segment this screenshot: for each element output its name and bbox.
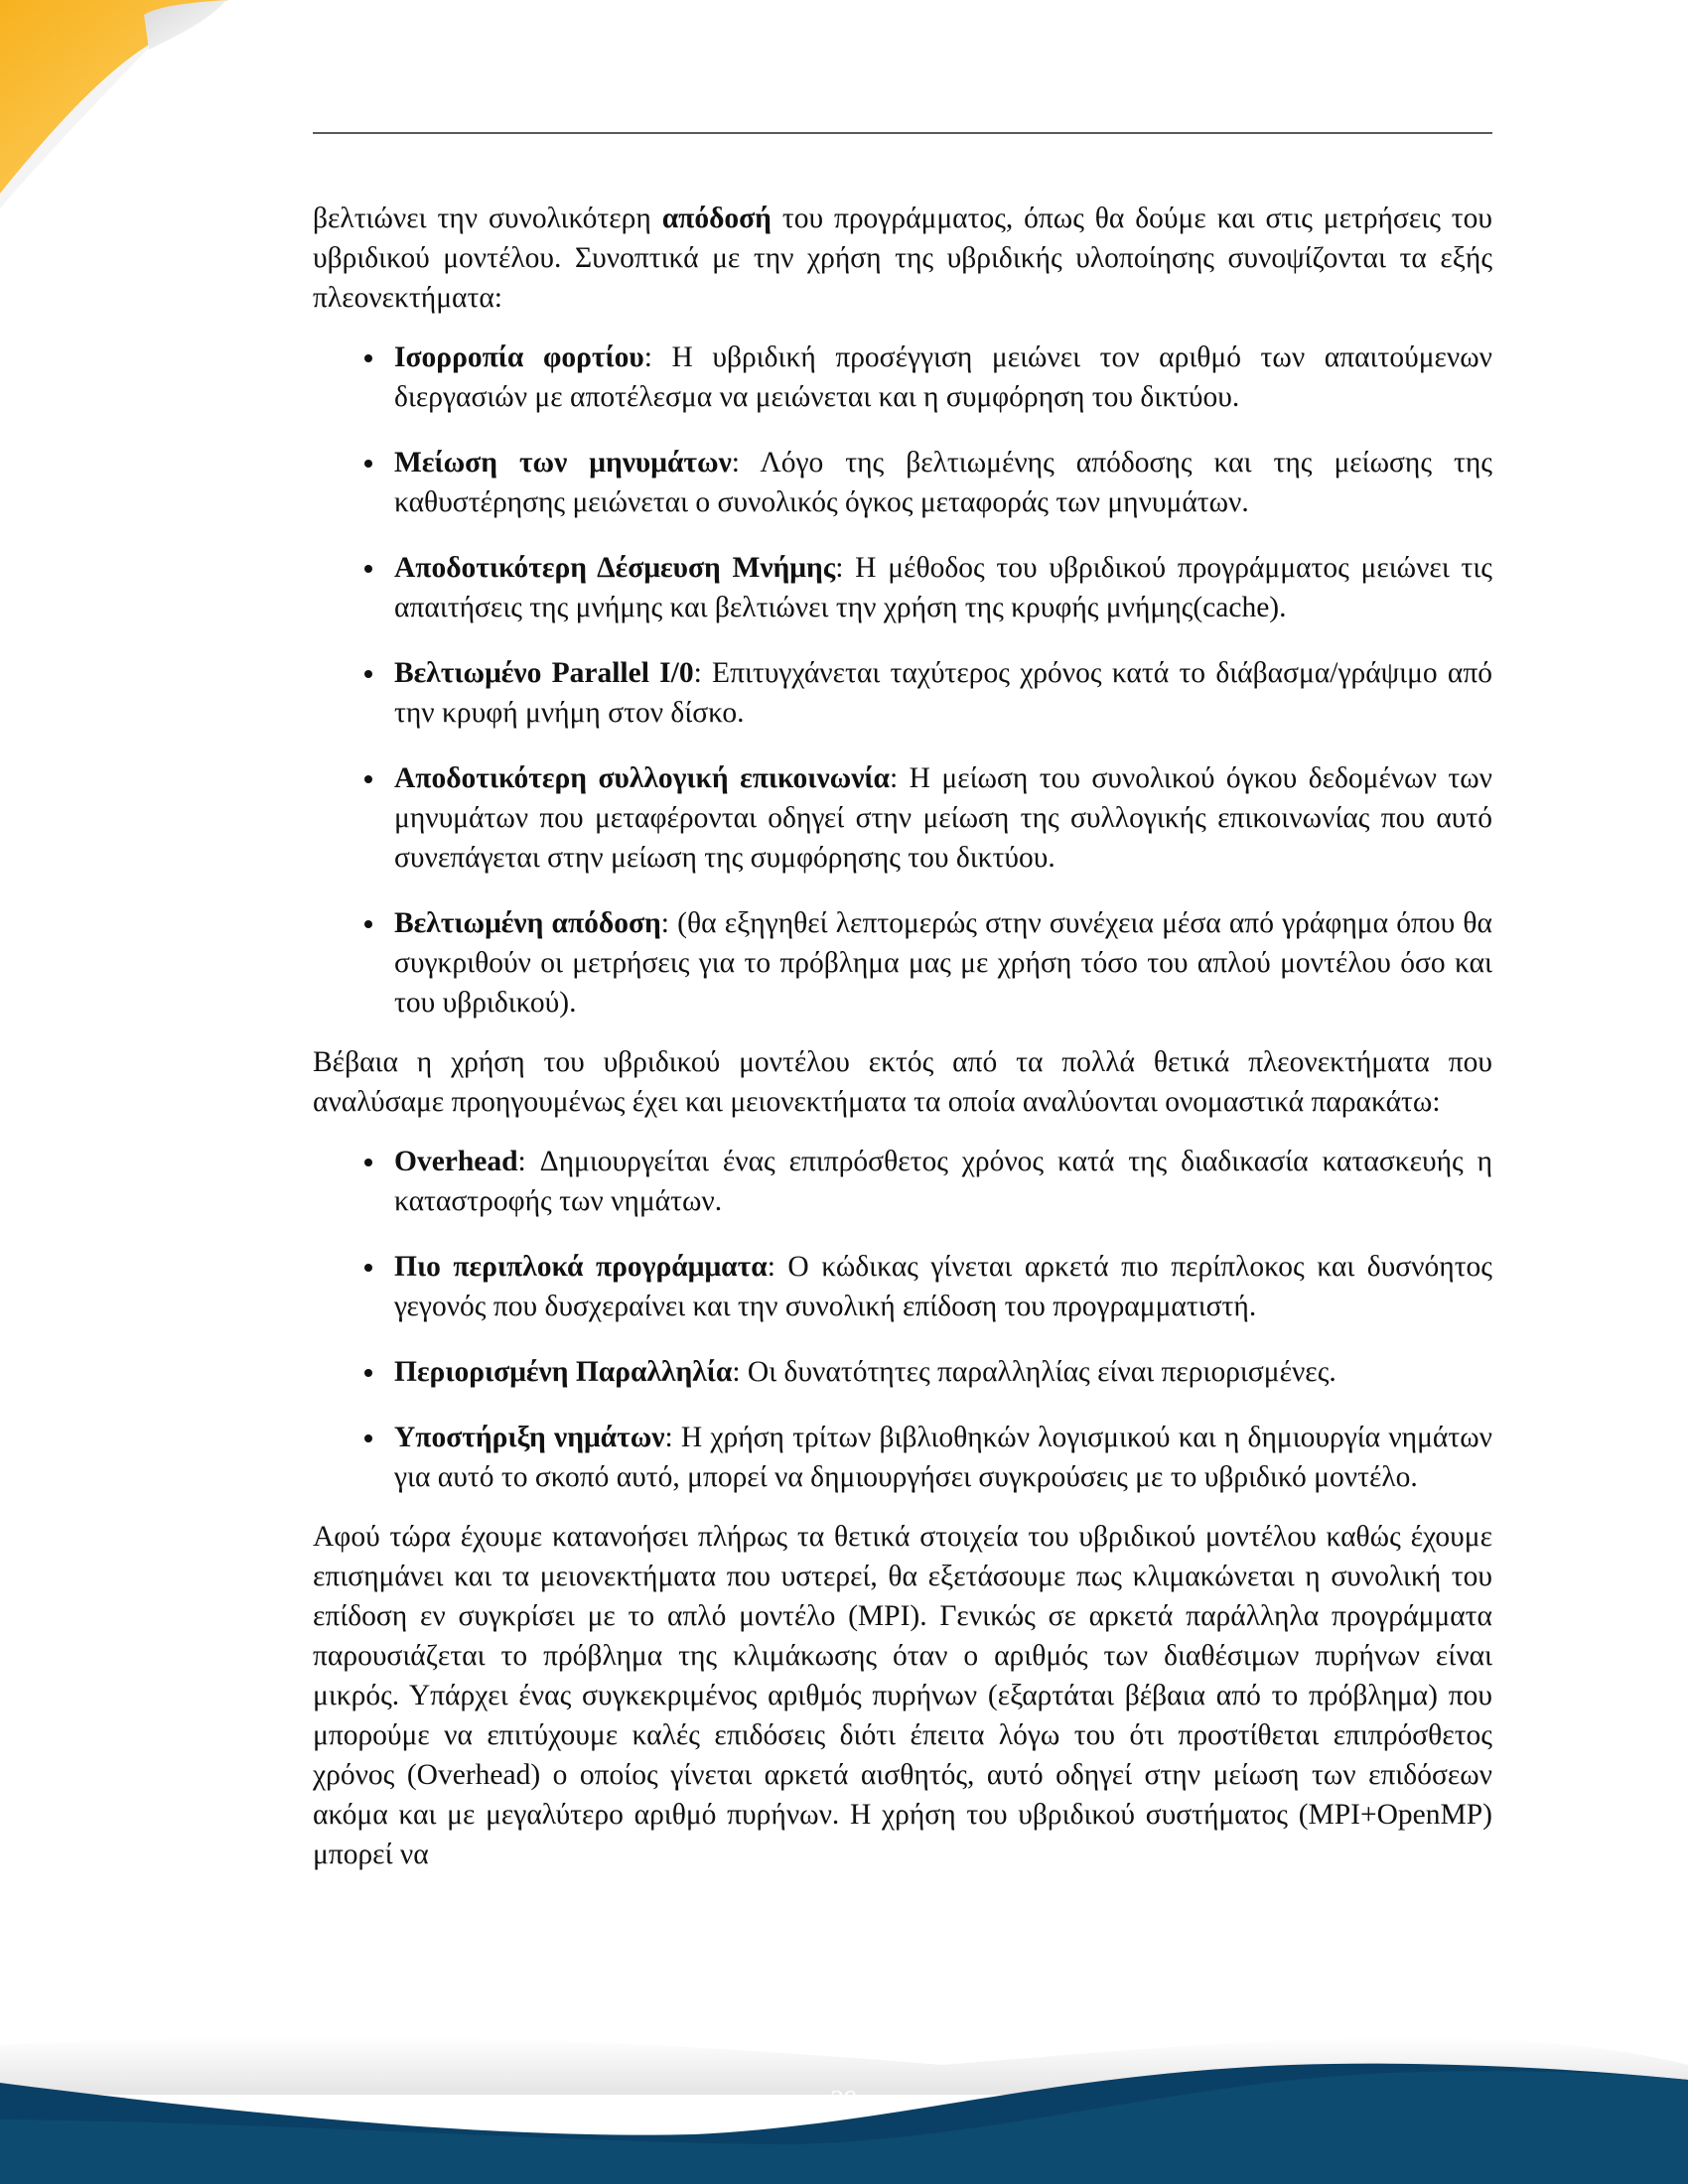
bullet-icon xyxy=(364,1264,372,1272)
page-content xyxy=(313,199,1492,1874)
list-item-term: Μείωση των μηνυμάτων xyxy=(394,447,732,478)
list-item-text: : (θα εξηγηθεί λεπτομερώς στην συνέχεια μέσα από γράφημα όπου θα συγκριθούν οι μετρήσεις για το πρόβλημα μας με χρήση τόσο του απλού μοντέλου όσο και του υβριδικού). xyxy=(394,907,1492,1019)
list-item-text: : Η μείωση του συνολικού όγκου δεδομένων των μηνυμάτων που μεταφέρονται οδηγεί στην μείωση της συλλογικής επικοινωνίας που αυτό συνεπάγεται στην μείωση της συμφόρησης του δικτύου. xyxy=(394,762,1492,874)
list-item xyxy=(313,1247,1492,1326)
list-item xyxy=(313,548,1492,627)
list-item-text: : Η χρήση τρίτων βιβλιοθηκών λογισμικού και η δημιουργία νημάτων για αυτό το σκοπό αυτό, μπορεί να δημιουργήσει συγκρούσεις με το υβριδικό μοντέλο. xyxy=(394,1422,1492,1493)
list-item-text: : Η μέθοδος του υβριδικού προγράμματος μειώνει τις απαιτήσεις της μνήμης και βελτιώνει την χρήση της κρυφής μνήμης(cache). xyxy=(394,552,1492,623)
disadvantages-list xyxy=(313,1142,1492,1497)
list-item-term: Αποδοτικότερη Δέσμευση Μνήμης xyxy=(394,552,836,584)
list-item xyxy=(313,443,1492,522)
list-item-term: Βελτιωμένο Parallel I/0 xyxy=(394,657,694,689)
list-item-text: : Οι δυνατότητες παραλληλίας είναι περιορισμένες. xyxy=(732,1356,1336,1388)
list-item-term: Overhead xyxy=(394,1146,518,1177)
list-item-term: Υποστήριξη νημάτων xyxy=(394,1422,665,1453)
list-item xyxy=(313,1352,1492,1392)
intro-paragraph: βελτιώνει την συνολικότερη απόδοσή του προγράμματος, όπως θα δούμε και στις μετρήσεις του υβριδικού μοντέλου. Συνοπτικά με την χρήση της υβριδικής υλοποίησης συνοψίζονται τα εξής πλεονεκτήματα: xyxy=(313,203,1492,314)
list-item xyxy=(313,653,1492,733)
bullet-icon xyxy=(364,354,372,362)
list-item-term: Πιο περιπλοκά προγράμματα xyxy=(394,1251,768,1283)
scaling-paragraph: Αφού τώρα έχουμε κατανοήσει πλήρως τα θετικά στοιχεία του υβριδικού μοντέλου καθώς έχουμε επισημάνει και τα μειονεκτήματα που υστερεί, θα εξετάσουμε πως κλιμακώνεται η συνολική του επίδοση εν συγκρίσει με το απλό μοντέλο (MPI). Γενικώς σε αρκετά παράλληλα προγράμματα παρουσιάζεται το πρόβλημα της κλιμάκωσης όταν ο αριθμός των διαθέσιμων πυρήνων είναι μικρός. Υπάρχει ένας συγκεκριμένος αριθμός πυρήνων (εξαρτάται βέβαια από το πρόβλημα) που μπορούμε να επιτύχουμε καλές επιδόσεις διότι έπειτα λόγω του ότι προστίθεται επιπρόσθετος χρόνος (Overhead) ο οποίος γίνεται αρκετά αισθητός, αυτό οδηγεί στην μείωση των επιδόσεων ακόμα και με μεγαλύτερο αριθμό πυρήνων. Η χρήση του υβριδικού συστήματος (MPI+OpenMP) μπορεί να xyxy=(313,1521,1492,1870)
bullet-icon xyxy=(364,460,372,468)
bullet-icon xyxy=(364,1369,372,1377)
bullet-icon xyxy=(364,1434,372,1442)
list-item xyxy=(313,1142,1492,1221)
list-item xyxy=(313,758,1492,878)
list-item xyxy=(313,338,1492,417)
list-item-term: Ισορροπία φορτίου xyxy=(394,341,644,373)
list-item-text: : Λόγο της βελτιωμένης απόδοσης και της μείωσης της καθυστέρησης μειώνεται ο συνολικός όγκος μεταφοράς των μηνυμάτων. xyxy=(394,447,1492,518)
list-item-text: : Δημιουργείται ένας επιπρόσθετος χρόνος κατά της διαδικασία κατασκευής η καταστροφής των νημάτων. xyxy=(394,1146,1492,1217)
list-item-term: Βελτιωμένη απόδοση xyxy=(394,907,661,939)
list-item-text: : Η υβριδική προσέγγιση μειώνει τον αριθμό των απαιτούμενων διεργασιών με αποτέλεσμα να μειώνεται και η συμφόρηση του δικτύου. xyxy=(394,341,1492,413)
bullet-icon xyxy=(364,775,372,783)
disadvantages-intro-paragraph: Βέβαια η χρήση του υβριδικού μοντέλου εκτός από τα πολλά θετικά πλεονεκτήματα που αναλύσαμε προηγουμένως έχει και μειονεκτήματα τα οποία αναλύονται ονομαστικά παρακάτω: xyxy=(313,1046,1492,1118)
bullet-icon xyxy=(364,1159,372,1166)
page-number: 29 xyxy=(830,2085,858,2115)
list-item-term: Αποδοτικότερη συλλογική επικοινωνία xyxy=(394,762,890,794)
list-item-text: : Επιτυγχάνεται ταχύτερος χρόνος κατά το διάβασμα/γράψιμο από την κρυφή μνήμη στον δίσκο. xyxy=(394,657,1492,729)
list-item xyxy=(313,903,1492,1023)
list-item-text: : Ο κώδικας γίνεται αρκετά πιο περίπλοκος και δυσνόητος γεγονός που δυσχεραίνει και την συνολική επίδοση του προγραμματιστή. xyxy=(394,1251,1492,1322)
bullet-icon xyxy=(364,565,372,573)
bullet-icon xyxy=(364,670,372,678)
emphasis-performance: απόδοσή xyxy=(661,203,772,234)
header-rule xyxy=(313,132,1492,134)
list-item xyxy=(313,1418,1492,1497)
list-item-term: Περιορισμένη Παραλληλία xyxy=(394,1356,733,1388)
bullet-icon xyxy=(364,920,372,928)
page-curl-decoration xyxy=(0,0,238,218)
advantages-list xyxy=(313,338,1492,1023)
